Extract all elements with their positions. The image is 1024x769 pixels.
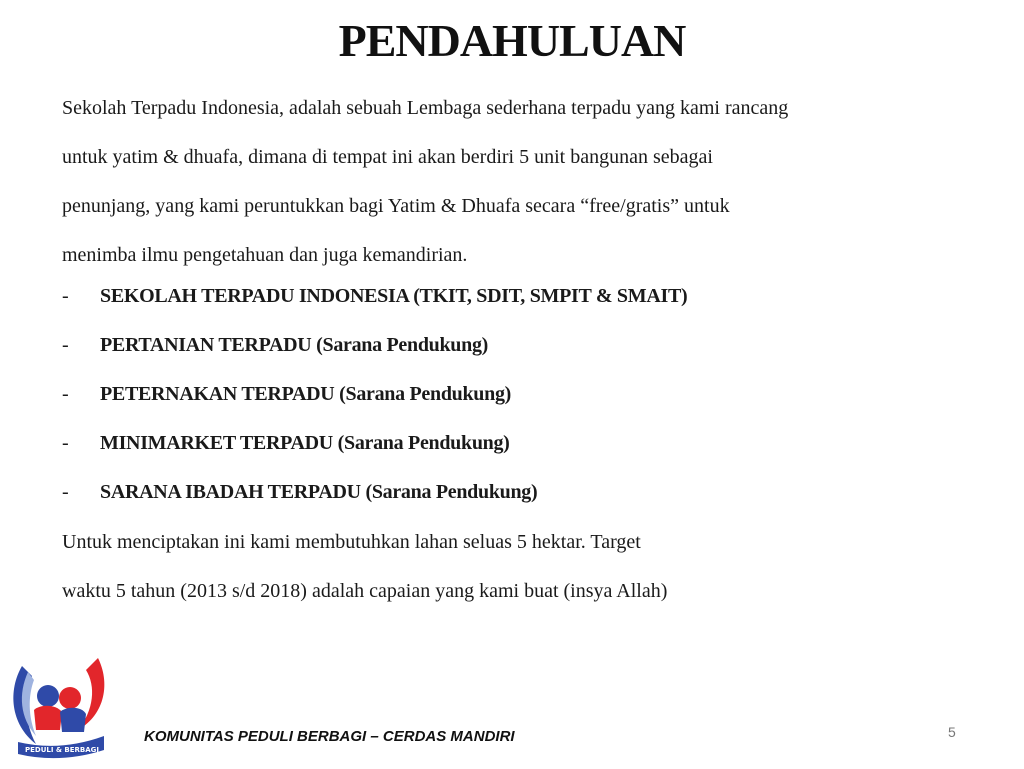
list-bullet: - <box>62 481 69 503</box>
closing-line: waktu 5 tahun (2013 s/d 2018) adalah capaian yang kami buat (insya Allah) <box>62 580 668 602</box>
page-number: 5 <box>948 724 956 740</box>
list-item-text: MINIMARKET TERPADU (Sarana Pendukung) <box>100 432 510 454</box>
closing-line: Untuk menciptakan ini kami membutuhkan lahan seluas 5 hektar. Target <box>62 531 641 553</box>
closing-paragraph <box>62 518 962 616</box>
list-item <box>62 419 962 468</box>
list-item <box>62 370 962 419</box>
intro-line: untuk yatim & dhuafa, dimana di tempat ini akan berdiri 5 unit bangunan sebagai <box>62 146 713 168</box>
list-item <box>62 272 962 321</box>
list-item-text: PERTANIAN TERPADU (Sarana Pendukung) <box>100 334 489 356</box>
list-item-text: PETERNAKAN TERPADU (Sarana Pendukung) <box>100 383 512 405</box>
list-item <box>62 321 962 370</box>
list-bullet: - <box>62 285 69 307</box>
intro-paragraph <box>62 84 962 280</box>
slide-title: PENDAHULUAN <box>338 15 686 66</box>
intro-line: menimba ilmu pengetahuan dan juga kemandirian. <box>62 244 468 266</box>
list-item-text: SEKOLAH TERPADU INDONESIA (TKIT, SDIT, SMPIT & SMAIT) <box>100 285 688 307</box>
list-item-text: SARANA IBADAH TERPADU (Sarana Pendukung) <box>100 481 538 503</box>
list-bullet: - <box>62 334 69 356</box>
intro-line: penunjang, yang kami peruntukkan bagi Yatim & Dhuafa secara “free/gratis” untuk <box>62 195 730 217</box>
organization-logo-icon <box>6 652 114 764</box>
logo-text: PEDULI & BERBAGI <box>24 746 100 754</box>
intro-line: Sekolah Terpadu Indonesia, adalah sebuah Lembaga sederhana terpadu yang kami rancang <box>62 97 789 119</box>
list-bullet: - <box>62 383 69 405</box>
list-bullet: - <box>62 432 69 454</box>
footer-organization: KOMUNITAS PEDULI BERBAGI – CERDAS MANDIRI <box>144 728 515 745</box>
list-item <box>62 468 962 517</box>
unit-list <box>62 272 962 517</box>
